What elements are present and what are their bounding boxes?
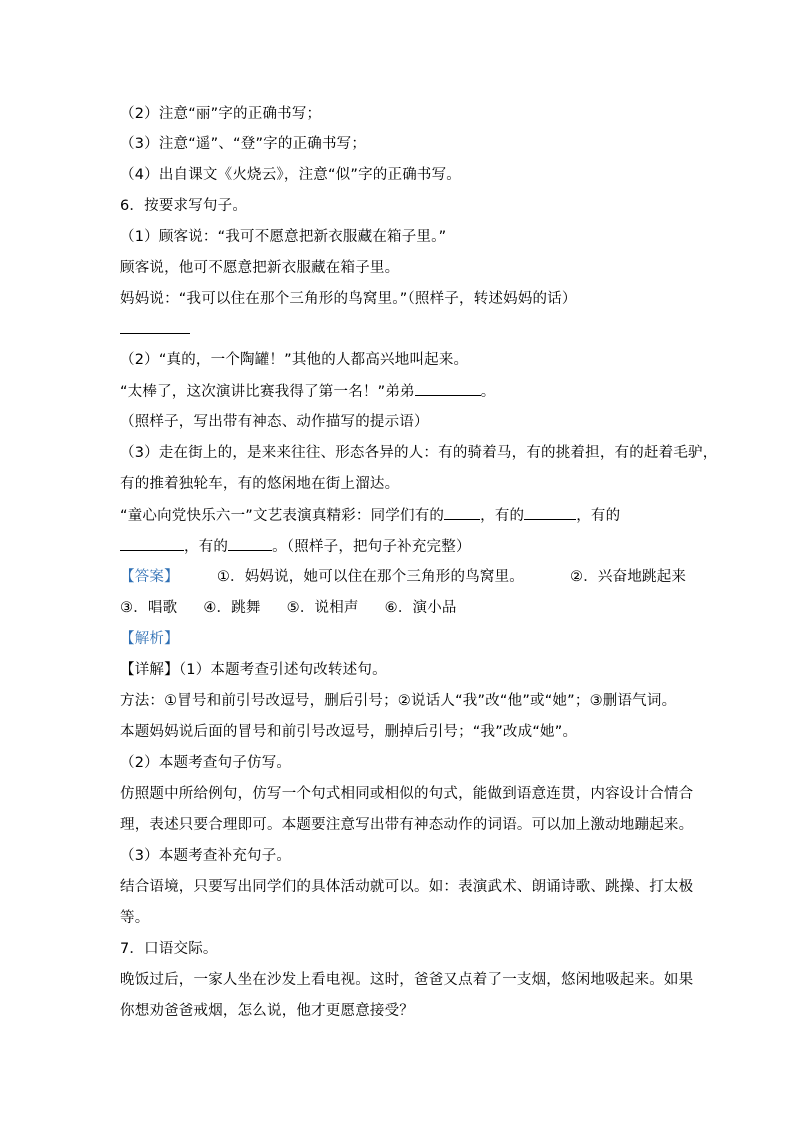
- q5-item-2: （2）注意“丽”字的正确书写；: [120, 106, 322, 122]
- q6-part3-task-text: “童心向党快乐六一”文艺表演真精彩：同学们有的: [120, 508, 445, 524]
- q6-title: 6．按要求写句子。: [120, 198, 248, 214]
- q6-part2-example: （2）“真的，一个陶罐！”其他的人都高兴地叫起来。: [120, 352, 469, 368]
- answer-5: ⑤．说相声: [286, 600, 359, 616]
- q5-item-4: （4）出自课文《火烧云》，注意“似”字的正确书写。: [120, 167, 461, 183]
- detail-2-text-line2: 理，表述只要合理即可。本题要注意写出带有神态动作的词语。可以加上激动地蹦起来。: [120, 817, 694, 833]
- q6-part3-task-sep: ，有的: [480, 508, 525, 524]
- detail-method-note: 本题妈妈说后面的冒号和前引号改逗号，删掉后引号；“我”改成“她”。: [120, 724, 578, 740]
- q6-part3-example-line1: （3）走在街上的，是来来往往、形态各异的人：有的骑着马，有的挑着担，有的赶着毛驴，: [120, 445, 718, 461]
- q6-part2-task: [120, 380, 704, 402]
- detail-1-text: （1）本题考查引述句改转述句。: [178, 662, 387, 678]
- detail-2: （2）本题考查句子仿写。: [120, 755, 292, 771]
- blank-line: [120, 535, 184, 551]
- answer-label: 【答案】: [120, 569, 179, 585]
- answer-line1: [120, 566, 704, 588]
- answer-4: ④．跳舞: [203, 600, 261, 616]
- blank-line: [524, 504, 576, 520]
- q6-part2-task-end: 。: [480, 384, 496, 400]
- detail-method: 方法：①冒号和前引号改逗号，删后引号；②说话人“我”改“他”或“她”；③删语气词。: [120, 693, 677, 709]
- q7-text-line1: 晚饭过后，一家人坐在沙发上看电视。这时，爸爸又点着了一支烟，悠闲地吸起来。如果: [120, 972, 694, 988]
- q6-part1-task: 妈妈说：“我可以住在那个三角形的鸟窝里。”（照样子，转述妈妈的话）: [120, 291, 577, 307]
- answer-2: ②．兴奋地跳起来: [570, 569, 687, 585]
- q6-part3-task-end: 。（照样子，把句子补充完整）: [272, 539, 471, 555]
- blank-line: [415, 380, 481, 396]
- q7-text-line2: 你想劝爸爸戒烟，怎么说，他才更愿意接受？: [120, 1003, 414, 1019]
- answer-line2: [120, 597, 704, 619]
- blank-line: [120, 318, 190, 334]
- q7-title: 7．口语交际。: [120, 941, 218, 957]
- q6-part2-hint: （照样子，写出带有神态、动作描写的提示语）: [120, 414, 429, 430]
- q6-part3-example-line2: 有的推着独轮车，有的悠闲地在街上溜达。: [120, 476, 400, 492]
- q6-part2-task-text: “太棒了，这次演讲比赛我得了第一名！”弟弟: [120, 384, 415, 400]
- blank-line: [228, 535, 272, 551]
- blank-line: [444, 504, 480, 520]
- detail-3: （3）本题考查补充句子。: [120, 848, 292, 864]
- detail-2-text-line1: 仿照题中所给例句，仿写一个句式相同或相似的句式，能做到语意连贯，内容设计合情合: [120, 786, 694, 802]
- q6-part1-example-reported: 顾客说，他可不愿意把新衣服藏在箱子里。: [120, 260, 400, 276]
- detail-1: [120, 659, 704, 681]
- detail-3-text-line1: 结合语境，只要写出同学们的具体活动就可以。如：表演武术、朗诵诗歌、跳操、打太极: [120, 879, 694, 895]
- q6-part3-task-sep: ，有的: [184, 539, 229, 555]
- q6-part3-task-line1: [120, 504, 704, 526]
- q6-part1-example-quote: （1）顾客说：“我可不愿意把新衣服藏在箱子里。”: [120, 229, 447, 245]
- q6-part3-task-sep: ，有的: [576, 508, 621, 524]
- detail-label: 【详解】: [120, 662, 179, 678]
- q5-item-3: （3）注意“遥”、“登”字的正确书写；: [120, 136, 367, 152]
- answer-1: ①．妈妈说，她可以住在那个三角形的鸟窝里。: [216, 569, 525, 585]
- q6-part3-task-line2: [120, 535, 704, 557]
- q6-part1-answer-line: [120, 318, 704, 340]
- answer-6: ⑥．演小品: [384, 600, 457, 616]
- answer-3: ③．唱歌: [120, 600, 178, 616]
- analysis-label: 【解析】: [120, 631, 179, 647]
- detail-3-text-line2: 等。: [120, 910, 150, 926]
